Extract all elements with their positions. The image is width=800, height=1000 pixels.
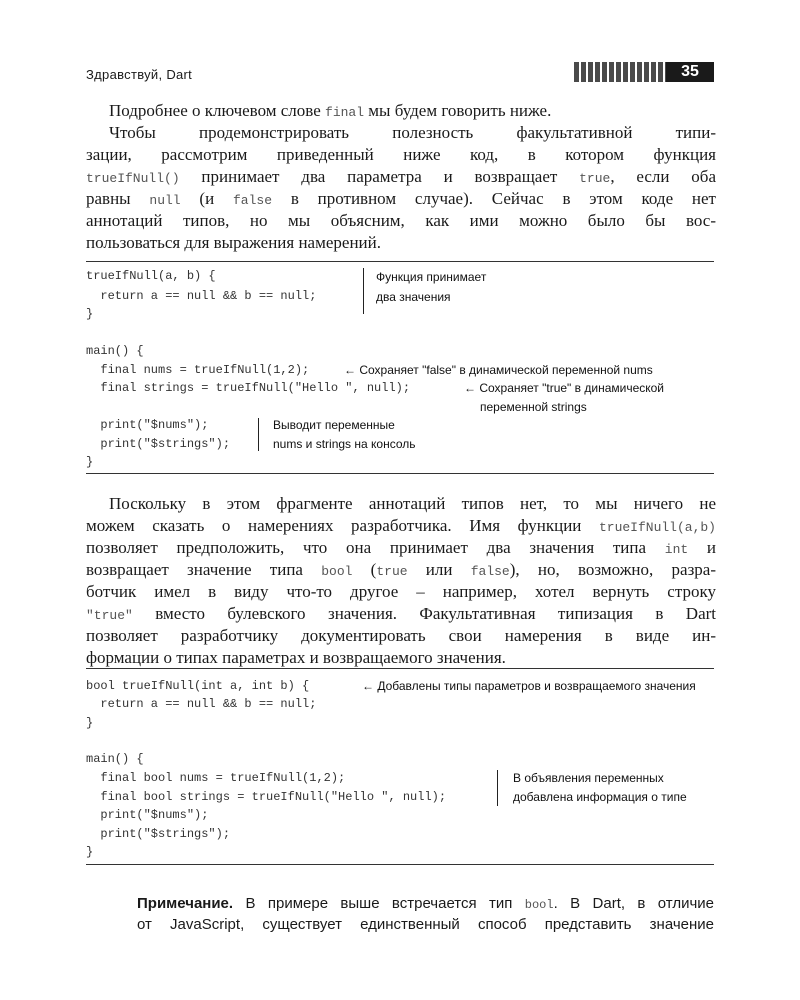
- code-line: }: [86, 845, 94, 859]
- code-block-top-rule: [86, 668, 714, 669]
- text: позволяет предположить, что она принимает два значения типа: [86, 538, 665, 557]
- inline-code: trueIfNull(a,b): [598, 520, 716, 535]
- inline-code: final: [325, 105, 365, 120]
- text-line: Чтобы продемонстрировать полезность факультативной типи-: [109, 123, 716, 142]
- text-line: аннотаций типов, но мы объясним, как ими можно было бы вос-: [86, 211, 716, 230]
- code-line: main() {: [86, 752, 144, 766]
- text-line: ботчик имел в виду что-то другое – например, хотел вернуть строку: [86, 582, 716, 601]
- text: равны: [86, 189, 150, 208]
- inline-code: bool: [524, 898, 554, 912]
- inline-code: null: [149, 193, 181, 208]
- text: Подробнее о ключевом слове: [109, 101, 326, 120]
- text-line: [86, 166, 716, 188]
- text: или: [407, 560, 471, 579]
- code-line: final nums = trueIfNull(1,2);: [86, 363, 310, 377]
- text-line: пользоваться для выражения намерений.: [86, 233, 381, 252]
- code-annotation: два значения: [376, 290, 451, 304]
- annotation-bar: [258, 418, 259, 451]
- text: , если оба: [610, 167, 716, 186]
- code-block-bottom-rule: [86, 473, 714, 474]
- code-annotation: ← Сохраняет "true" в динамической: [464, 381, 665, 395]
- text: возвращает значение типа: [86, 560, 322, 579]
- inline-code: "true": [86, 608, 133, 623]
- text-line: [86, 515, 716, 537]
- code-line: return a == null && b == null;: [86, 697, 317, 711]
- text-line: зации, рассмотрим приведенный ниже код, в котором функция: [86, 145, 716, 164]
- text-line: от JavaScript, существует единственный способ представить значение: [137, 916, 714, 933]
- text: принимает два параметра и возвращает: [179, 167, 580, 186]
- text: и: [688, 538, 716, 557]
- inline-code: false: [233, 193, 273, 208]
- text-line: [86, 537, 716, 559]
- code-line: print("$strings");: [86, 437, 231, 451]
- code-annotation: ← Добавлены типы параметров и возвращаемого значения: [362, 679, 696, 693]
- code-line: final bool nums = trueIfNull(1,2);: [86, 771, 346, 785]
- code-line: trueIfNull(a, b) {: [86, 269, 216, 283]
- text-line: [86, 100, 716, 122]
- inline-code: true: [579, 171, 611, 186]
- text-line: [86, 603, 716, 625]
- note-box: [137, 893, 714, 935]
- text-line: позволяет разработчику документировать свои намерения в виде ин-: [86, 626, 716, 645]
- text: . В Dart, в отличие: [553, 895, 714, 912]
- code-block-bottom-rule: [86, 864, 714, 865]
- explanation-paragraph: [86, 493, 716, 669]
- code-line: main() {: [86, 344, 144, 358]
- code-line: bool trueIfNull(int a, int b) {: [86, 679, 310, 693]
- text: вместо булевского значения. Факультативная типизация в Dart: [132, 604, 716, 623]
- text: ), но, возможно, разра-: [509, 560, 716, 579]
- note-label: Примечание.: [137, 895, 234, 912]
- inline-code: false: [470, 564, 510, 579]
- code-line: final strings = trueIfNull("Hello ", null);: [86, 381, 411, 395]
- text: мы будем говорить ниже.: [364, 101, 552, 120]
- text-line: Поскольку в этом фрагменте аннотаций типов нет, то мы ничего не: [109, 494, 716, 513]
- annotation-bar: [363, 268, 364, 314]
- code-line: }: [86, 716, 94, 730]
- code-line: print("$nums");: [86, 808, 209, 822]
- text-line: [86, 559, 716, 581]
- text: В примере выше встречается тип: [233, 895, 525, 912]
- code-annotation: nums и strings на консоль: [273, 437, 416, 451]
- running-header-title: Здравствуй, Dart: [86, 67, 193, 82]
- header-decoration-stripes: [574, 62, 666, 82]
- code-annotation: В объявления переменных: [513, 771, 664, 785]
- code-line: print("$strings");: [86, 827, 231, 841]
- inline-code: bool: [321, 564, 353, 579]
- text: в противном случае). Сейчас в этом коде нет: [272, 189, 716, 208]
- code-annotation: переменной strings: [480, 400, 587, 414]
- code-block-top-rule: [86, 261, 714, 262]
- code-line: }: [86, 455, 94, 469]
- code-line: }: [86, 307, 94, 321]
- annotation-bar: [497, 770, 498, 806]
- code-annotation: добавлена информация о типе: [513, 790, 687, 804]
- page-number: 35: [666, 62, 714, 82]
- code-annotation: ← Сохраняет "false" в динамической переменной nums: [344, 363, 653, 377]
- code-line: final bool strings = trueIfNull("Hello ", null);: [86, 790, 447, 804]
- text-line: формации о типах параметрах и возвращаемого значения.: [86, 648, 506, 667]
- intro-paragraph: [86, 100, 716, 254]
- text: можем сказать о намерениях разработчика. Имя функции: [86, 516, 599, 535]
- text-line: [86, 188, 716, 210]
- inline-code: int: [664, 542, 689, 557]
- code-annotation: Функция принимает: [376, 270, 487, 284]
- code-annotation: Выводит переменные: [273, 418, 395, 432]
- text-line: [137, 893, 714, 914]
- code-line: return a == null && b == null;: [86, 289, 317, 303]
- text: (и: [180, 189, 233, 208]
- code-line: print("$nums");: [86, 418, 209, 432]
- text: (: [352, 560, 377, 579]
- inline-code: true: [376, 564, 408, 579]
- inline-code: trueIfNull(): [86, 171, 180, 186]
